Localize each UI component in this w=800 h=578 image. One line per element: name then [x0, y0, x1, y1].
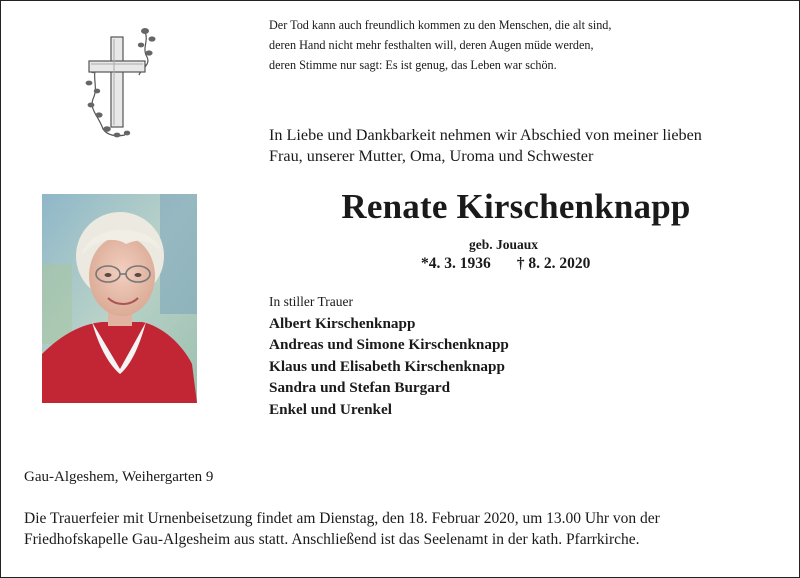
mourner-name: Sandra und Stefan Burgard [269, 379, 451, 397]
portrait-photo [42, 194, 197, 403]
ceremony-details [24, 508, 784, 550]
memorial-quote [269, 15, 739, 75]
maiden-name: geb. Jouaux [469, 237, 539, 252]
ceremony-line: Die Trauerfeier mit Urnenbeisetzung findet am Dienstag, den 18. Februar 2020, um 13.00 Uhr von der [24, 510, 660, 527]
quote-line: deren Hand nicht mehr festhalten will, deren Augen müde werden, [269, 38, 594, 52]
mourner-name: Enkel und Urenkel [269, 400, 392, 418]
deceased-name: Renate Kirschenknapp [341, 187, 691, 226]
mourner-name: Klaus und Elisabeth Kirschenknapp [269, 357, 505, 375]
farewell-intro [269, 125, 789, 167]
ceremony-line: Friedhofskapelle Gau-Algesheim aus statt. Anschließend ist das Seelenamt in der kath. Pfarrkirche. [24, 531, 640, 548]
birth-date: *4. 3. 1936 [421, 255, 491, 272]
mourner-name: Andreas und Simone Kirschenknapp [269, 336, 509, 354]
quote-line: deren Stimme nur sagt: Es ist genug, das Leben war schön. [269, 58, 557, 72]
mourners-list [269, 313, 509, 420]
quote-line: Der Tod kann auch freundlich kommen zu den Menschen, die alt sind, [269, 18, 612, 32]
family-address: Gau-Algeshem, Weihergarten 9 [24, 469, 214, 485]
death-date: † 8. 2. 2020 [516, 255, 591, 272]
cross-with-ivy-icon [81, 25, 163, 141]
mourning-intro: In stiller Trauer [269, 294, 353, 309]
mourner-name: Albert Kirschenknapp [269, 315, 416, 332]
intro-line: In Liebe und Dankbarkeit nehmen wir Abschied von meiner lieben [269, 126, 702, 144]
life-dates [421, 255, 590, 273]
intro-line: Frau, unserer Mutter, Oma, Uroma und Schwester [269, 147, 594, 165]
